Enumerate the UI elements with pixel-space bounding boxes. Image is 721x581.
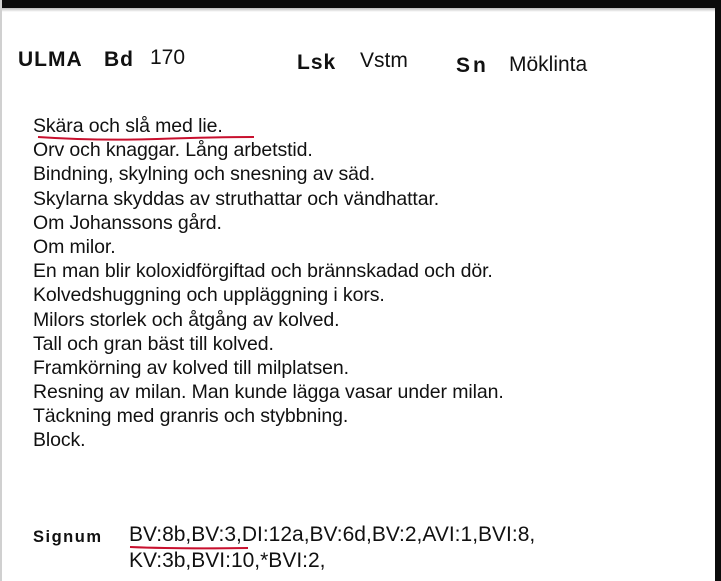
volume-label: Bd xyxy=(104,48,134,71)
scan-edge-top xyxy=(0,0,721,8)
province-value: Vstm xyxy=(360,49,408,72)
content-line: En man blir koloxidförgiftad och brännskadad och dör. xyxy=(33,260,493,283)
content-line: Bindning, skylning och snesning av säd. xyxy=(33,163,375,186)
content-line: Om Johanssons gård. xyxy=(33,211,222,234)
content-line: Om milor. xyxy=(33,235,116,258)
content-lines xyxy=(33,114,693,453)
province-label: Lsk xyxy=(297,51,337,74)
signum-line-2: KV:3b,BVI:10,*BVI:2, xyxy=(129,549,326,572)
content-line: Framkörning av kolved till milplatsen. xyxy=(33,356,349,379)
content-line: Täckning med granris och stybbning. xyxy=(33,405,349,428)
content-line: Block. xyxy=(33,429,86,452)
content-line-text: Skära och slå med lie. xyxy=(33,115,223,137)
content-line xyxy=(33,114,693,138)
content-line: Tall och gran bäst till kolved. xyxy=(33,332,274,355)
signum-label: Signum xyxy=(33,528,103,546)
red-underline-mark xyxy=(129,545,249,550)
red-underline-mark xyxy=(37,135,255,141)
parish-label: Sn xyxy=(456,54,489,77)
archive-code: ULMA xyxy=(18,48,83,71)
parish-value: Möklinta xyxy=(509,53,588,76)
signum-line-1: BV:8b,BV:3,DI:12a,BV:6d,BV:2,AVI:1,BVI:8, xyxy=(129,523,536,546)
scan-edge-right xyxy=(715,0,721,581)
card-header xyxy=(0,46,721,80)
content-line: Milors storlek och åtgång av kolved. xyxy=(33,308,340,331)
volume-number: 170 xyxy=(150,46,186,69)
scan-edge-left xyxy=(0,0,2,581)
content-line: Resning av milan. Man kunde lägga vasar under milan. xyxy=(33,381,504,404)
content-line: Skylarna skyddas av struthattar och vändhattar. xyxy=(33,187,440,210)
content-line: Orv och knaggar. Lång arbetstid. xyxy=(33,139,313,162)
content-line: Kolvedshuggning och uppläggning i kors. xyxy=(33,284,385,307)
